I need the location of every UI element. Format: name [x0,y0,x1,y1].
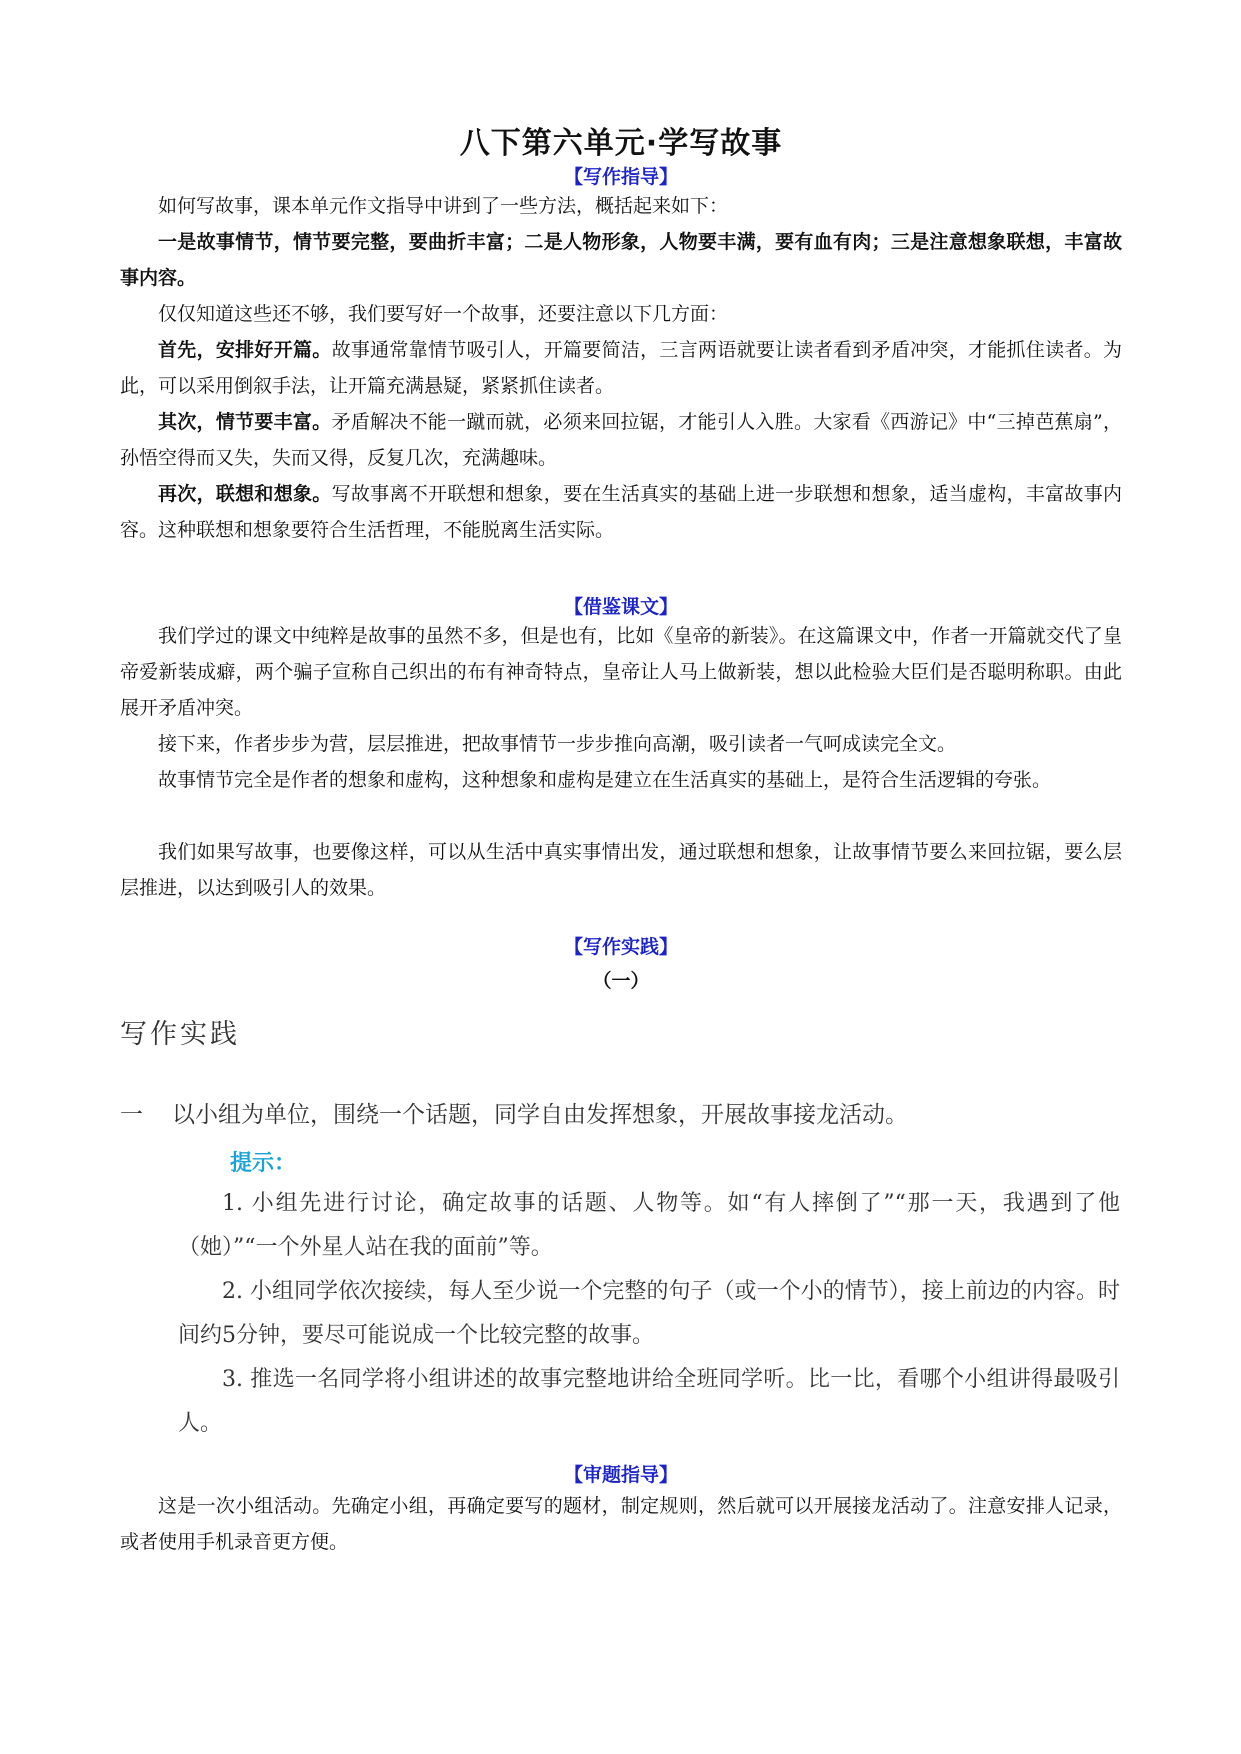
lesson-paragraph-4: 我们如果写故事，也要像这样，可以从生活中真实事情出发，通过联想和想象，让故事情节要么来回拉锯，要么层层推进，以达到吸引人的效果。 [120,841,1122,899]
review-paragraph-1: 这是一次小组活动。先确定小组，再确定要写的题材，制定规则，然后就可以开展接龙活动了。注意安排人记录，或者使用手机录音更方便。 [120,1495,1122,1553]
guide-paragraph-4-lead: 首先，安排好开篇。 [158,339,332,361]
guide-paragraph-6 [120,476,1122,548]
guide-paragraph-4-body: 故事通常靠情节吸引人，开篇要简洁，三言两语就要让读者看到矛盾冲突，才能抓住读者。为此，可以采用倒叙手法，让开篇充满悬疑，紧紧抓住读者。 [120,339,1122,397]
lesson-paragraph-3: 故事情节完全是作者的想象和虚构，这种想象和虚构是建立在生活真实的基础上，是符合生活逻辑的夸张。 [158,769,1052,791]
guide-paragraph-6-lead: 再次，联想和想象。 [158,483,332,505]
hint-item-3: 3. 推选一名同学将小组讲述的故事完整地讲给全班同学听。比一比，看哪个小组讲得最吸引人。 [178,1367,1120,1436]
section-heading-guide: 【写作指导】 [563,166,678,188]
hint-item-2: 2. 小组同学依次接续，每人至少说一个完整的句子（或一个小的情节），接上前边的内容。时间约5分钟，要尽可能说成一个比较完整的故事。 [178,1279,1120,1348]
lesson-paragraph-2: 接下来，作者步步为营，层层推进，把故事情节一步步推向高潮，吸引读者一气呵成读完全文。 [158,733,957,755]
guide-paragraph-5-body: 矛盾解决不能一蹴而就，必须来回拉锯，才能引人入胜。大家看《西游记》中“三掉芭蕉扇”，孙悟空得而又失，失而又得，反复几次，充满趣味。 [120,411,1122,469]
hint-label: 提示： [230,1151,297,1176]
textbook-section-title: 写作实践 [120,1019,240,1050]
guide-paragraph-2: 一是故事情节，情节要完整，要曲折丰富；二是人物形象，人物要丰满，要有血有肉；三是注意想象联想，丰富故事内容。 [120,231,1122,289]
guide-paragraph-5-lead: 其次，情节要丰富。 [158,411,332,433]
guide-paragraph-3: 仅仅知道这些还不够，我们要写好一个故事，还要注意以下几方面： [158,303,729,325]
section-heading-practice: 【写作实践】 [563,936,678,958]
guide-paragraph-4 [120,332,1122,404]
lesson-paragraph-1: 我们学过的课文中纯粹是故事的虽然不多，但是也有，比如《皇帝的新装》。在这篇课文中，作者一开篇就交代了皇帝爱新装成癖，两个骗子宣称自己织出的布有神奇特点，皇帝让人马上做新装，想以此检验大臣们是否聪明称职。由此展开矛盾冲突。 [120,625,1122,719]
practice-subheading: （一） [592,970,650,992]
practice-task [120,1096,1122,1129]
guide-paragraph-1: 如何写故事，课本单元作文指导中讲到了一些方法，概括起来如下： [158,195,729,217]
practice-task-number: 一 [120,1102,143,1128]
section-heading-lesson: 【借鉴课文】 [563,596,678,618]
guide-paragraph-6-body: 写故事离不开联想和想象，要在生活真实的基础上进一步联想和想象，适当虚构，丰富故事内容。这种联想和想象要符合生活哲理，不能脱离生活实际。 [120,483,1122,541]
guide-paragraph-5 [120,404,1122,476]
hint-item-1: 1. 小组先进行讨论，确定故事的话题、人物等。如“有人摔倒了”“那一天，我遇到了他（她）”“一个外星人站在我的面前”等。 [178,1191,1120,1260]
practice-task-text: 以小组为单位，围绕一个话题，同学自由发挥想象，开展故事接龙活动。 [172,1102,908,1128]
section-heading-review: 【审题指导】 [563,1464,678,1486]
page-title: 八下第六单元·学写故事 [459,126,783,161]
